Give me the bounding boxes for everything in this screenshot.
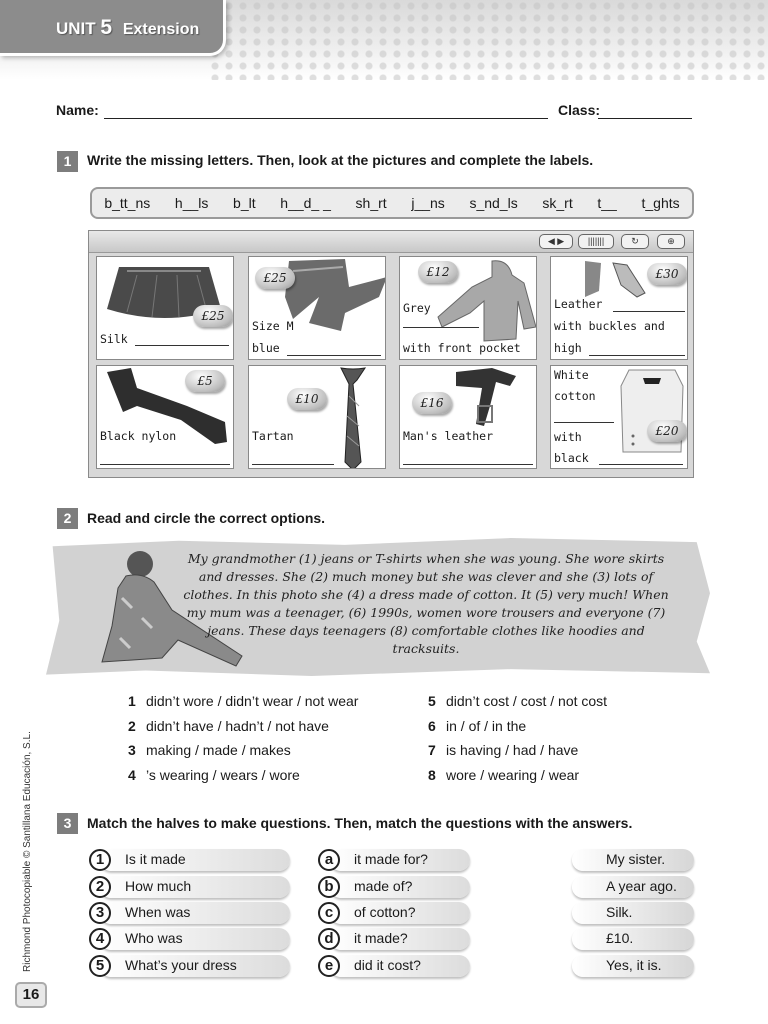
question-end-text: it made for? bbox=[354, 851, 428, 867]
belt-picture bbox=[400, 366, 537, 469]
item-cell-skirt bbox=[96, 256, 234, 360]
answer-line[interactable] bbox=[589, 355, 685, 356]
back-forward-icon[interactable]: ◀ ▶ bbox=[539, 234, 573, 249]
label-text: with bbox=[554, 430, 582, 444]
option-item[interactable] bbox=[128, 742, 291, 758]
question-end-text: it made? bbox=[354, 930, 408, 946]
label-text: Silk bbox=[100, 332, 128, 346]
price-tag: £20 bbox=[647, 420, 687, 442]
section-2-title: Read and circle the correct options. bbox=[87, 510, 326, 526]
option-item[interactable] bbox=[428, 693, 607, 709]
section-1-title: Write the missing letters. Then, look at the pictures and complete the labels. bbox=[87, 152, 594, 168]
answer-bar[interactable] bbox=[572, 902, 694, 924]
option-text: didn’t wore / didn’t wear / not wear bbox=[146, 693, 359, 709]
letters-word: b_lt bbox=[233, 195, 256, 211]
price-tag: £10 bbox=[287, 388, 327, 410]
unit-label: UNIT bbox=[56, 19, 96, 38]
option-text: didn’t have / hadn’t / not have bbox=[146, 718, 329, 734]
letters-word: s_nd_ls bbox=[469, 195, 518, 211]
label-text: with front pocket bbox=[403, 341, 521, 355]
question-end-text: made of? bbox=[354, 878, 413, 894]
section-1-number: 1 bbox=[57, 151, 78, 172]
letters-word: t__ bbox=[597, 195, 617, 211]
answer-line[interactable] bbox=[403, 464, 533, 465]
letter-circle: c bbox=[318, 902, 340, 924]
letter-circle: d bbox=[318, 928, 340, 950]
letters-word: sk_rt bbox=[542, 195, 573, 211]
missing-letters-bar bbox=[90, 187, 694, 219]
label-text: Man's leather bbox=[403, 429, 494, 443]
browser-toolbar bbox=[89, 231, 693, 253]
letter-circle: a bbox=[318, 849, 340, 871]
letters-word: h__ls bbox=[174, 195, 209, 211]
question-start-text: When was bbox=[125, 904, 191, 920]
option-text: in / of / in the bbox=[446, 718, 527, 734]
answer-text: Silk. bbox=[606, 904, 633, 920]
question-end-text: of cotton? bbox=[354, 904, 416, 920]
label-text: White bbox=[554, 368, 589, 382]
price-tag: £30 bbox=[647, 263, 687, 285]
label-text: Leather bbox=[554, 297, 603, 311]
option-item[interactable] bbox=[428, 718, 526, 734]
number-circle: 2 bbox=[89, 876, 111, 898]
item-cell-boots bbox=[550, 256, 688, 360]
class-label: Class: bbox=[558, 102, 601, 118]
name-field[interactable] bbox=[104, 118, 548, 119]
tie-picture bbox=[249, 366, 386, 469]
label-text: blue bbox=[252, 341, 280, 355]
option-text: ’s wearing / wears / wore bbox=[146, 767, 300, 783]
label-text: with buckles and bbox=[554, 319, 665, 333]
label-text: Black nylon bbox=[100, 429, 177, 443]
price-tag: £12 bbox=[418, 261, 458, 283]
story-text: My grandmother (1) jeans or T-shirts when she was young. She wore skirts and dresses. She (2) much money but she was clever and she (3) lots of clothes. In this photo she (4) a dress made of cotton. It (5) very much! When my mum was a teenager, (6) 1990s, women wore trousers and everyone (7) jeans. These days teenagers (8) comfortable clothes like hoodies and tracksuits. bbox=[183, 551, 669, 656]
number-circle: 5 bbox=[89, 955, 111, 977]
class-field[interactable] bbox=[598, 118, 692, 119]
option-text: is having / had / have bbox=[446, 742, 579, 758]
answer-text: Yes, it is. bbox=[606, 957, 662, 973]
letter-circle: b bbox=[318, 876, 340, 898]
price-tag: £5 bbox=[185, 370, 225, 392]
number-circle: 4 bbox=[89, 928, 111, 950]
letters-word: j__ns bbox=[411, 195, 445, 211]
option-number: 5 bbox=[428, 693, 436, 709]
section-3-number: 3 bbox=[57, 813, 78, 834]
option-item[interactable] bbox=[428, 742, 578, 758]
answer-line[interactable] bbox=[100, 464, 230, 465]
answer-line[interactable] bbox=[599, 464, 683, 465]
option-number: 3 bbox=[128, 742, 136, 758]
bars-icon[interactable]: ||||||| bbox=[578, 234, 614, 249]
option-number: 4 bbox=[128, 767, 136, 783]
answer-text: A year ago. bbox=[606, 878, 677, 894]
item-cell-hoodie bbox=[399, 256, 537, 360]
answer-line[interactable] bbox=[287, 355, 381, 356]
question-start-text: Who was bbox=[125, 930, 183, 946]
letters-word: b_tt_ns bbox=[104, 195, 151, 211]
number-circle: 1 bbox=[89, 849, 111, 871]
answer-line[interactable] bbox=[554, 422, 614, 423]
answer-text: £10. bbox=[606, 930, 634, 946]
answer-line[interactable] bbox=[403, 327, 479, 328]
header-pattern bbox=[208, 0, 768, 80]
number-circle: 3 bbox=[89, 902, 111, 924]
option-item[interactable] bbox=[128, 718, 329, 734]
label-text: black bbox=[554, 451, 589, 465]
letters-word: t_ghts bbox=[641, 195, 680, 211]
unit-number: 5 bbox=[100, 16, 113, 39]
copyright-credit: Richmond Photocopiable © Santillana Educación, S.L. bbox=[22, 731, 33, 972]
item-cell-jeans bbox=[248, 256, 386, 360]
letters-word: h__d_ _ bbox=[280, 195, 331, 211]
answer-line[interactable] bbox=[252, 464, 334, 465]
section-2-number: 2 bbox=[57, 508, 78, 529]
price-tag: £16 bbox=[412, 392, 452, 414]
item-cell-belt bbox=[399, 365, 537, 469]
price-tag: £25 bbox=[255, 267, 295, 289]
option-item[interactable] bbox=[428, 767, 579, 783]
answer-line[interactable] bbox=[613, 311, 685, 312]
unit-title bbox=[56, 16, 199, 40]
option-item[interactable] bbox=[128, 693, 358, 709]
answer-line[interactable] bbox=[135, 345, 229, 346]
option-number: 1 bbox=[128, 693, 136, 709]
label-text: high bbox=[554, 341, 582, 355]
question-start-text: Is it made bbox=[125, 851, 186, 867]
section-3-title: Match the halves to make questions. Then, match the questions with the answers. bbox=[87, 815, 633, 831]
option-number: 7 bbox=[428, 742, 436, 758]
letters-word: sh_rt bbox=[355, 195, 387, 211]
unit-subtitle: Extension bbox=[122, 21, 200, 38]
name-label: Name: bbox=[56, 102, 99, 118]
option-text: didn’t cost / cost / not cost bbox=[446, 693, 608, 709]
question-end-text: did it cost? bbox=[354, 957, 421, 973]
option-number: 6 bbox=[428, 718, 436, 734]
option-text: wore / wearing / wear bbox=[446, 767, 580, 783]
download-icon[interactable]: ⊕ bbox=[657, 234, 685, 249]
label-text: Tartan bbox=[252, 429, 294, 443]
item-cell-tie bbox=[248, 365, 386, 469]
label-text: Size M bbox=[252, 319, 294, 333]
shop-browser-window bbox=[88, 230, 694, 478]
question-start-text: What’s your dress bbox=[125, 957, 237, 973]
option-item[interactable] bbox=[128, 767, 300, 783]
price-tag: £25 bbox=[193, 305, 233, 327]
letter-circle: e bbox=[318, 955, 340, 977]
label-text: Grey bbox=[403, 301, 431, 315]
item-cell-tights bbox=[96, 365, 234, 469]
label-text: cotton bbox=[554, 389, 596, 403]
page-number: 16 bbox=[15, 982, 47, 1008]
option-text: making / made / makes bbox=[146, 742, 291, 758]
answer-text: My sister. bbox=[606, 851, 666, 867]
item-cell-shirt bbox=[550, 365, 688, 469]
option-number: 8 bbox=[428, 767, 436, 783]
refresh-icon[interactable]: ↻ bbox=[621, 234, 649, 249]
option-number: 2 bbox=[128, 718, 136, 734]
question-start-text: How much bbox=[125, 878, 192, 894]
